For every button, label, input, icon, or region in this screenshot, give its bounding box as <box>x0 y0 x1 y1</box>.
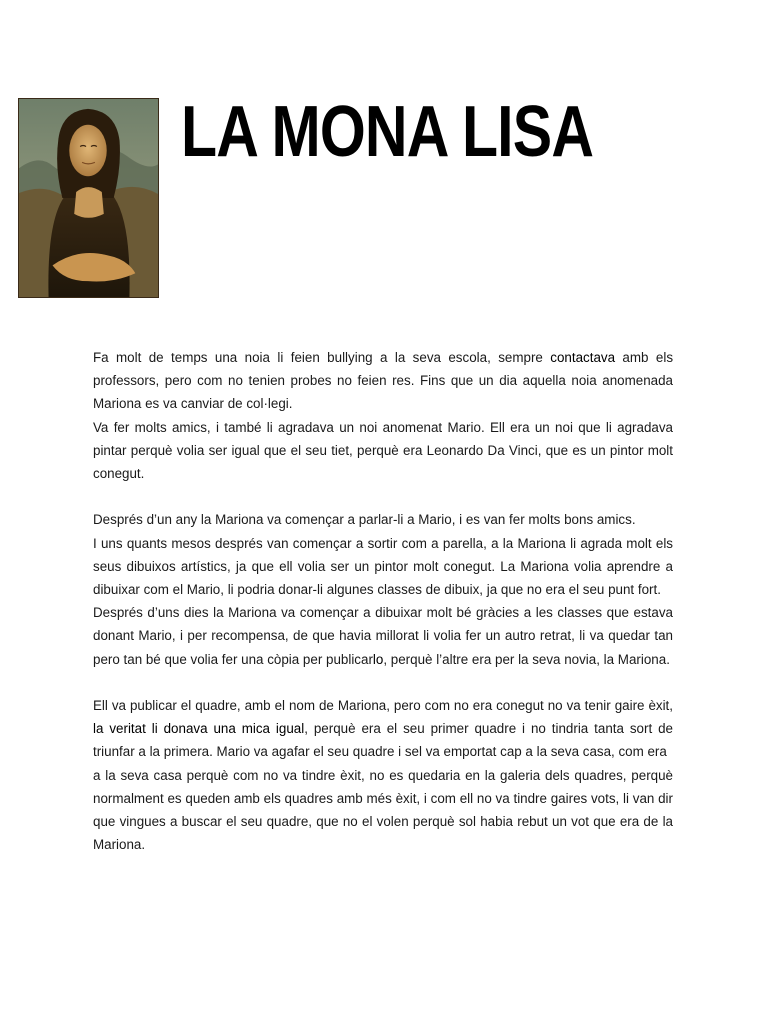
paragraph-text: a la seva casa perquè com no va tindre èxit, no es quedaria en la galeria dels quadres, perquè normalment es queden amb els quadres amb més èxit, i com ell no va tindre gaires vots, li van dir que vingues a buscar el seu quadre, que no el volen perquè sol habia rebut un vot que era de la Mariona. <box>93 767 673 853</box>
paragraph-text: Fa molt de temps una noia li feien bullying a la seva escola, sempre <box>93 350 551 365</box>
paragraph <box>93 601 673 671</box>
paragraph-text: , perquè era el seu primer quadre i no tindria tanta sort de triunfar a la primera. Mario va agafar el seu quadre i sel va emportat cap a la seva casa, com era <box>93 721 674 760</box>
paragraph <box>93 346 673 416</box>
paragraph <box>93 764 673 857</box>
emphasis-text: lo <box>372 651 384 667</box>
mona-lisa-painting <box>18 98 159 298</box>
paragraph <box>93 508 673 531</box>
paragraph <box>93 416 673 486</box>
paragraph-spacer <box>93 485 673 508</box>
emphasis-text: contactava <box>550 350 616 365</box>
paragraph-text: I uns quants mesos després van començar a sortir com a parella, a la Mariona li agrada molt els seus dibuixos artístics, ja que ell volia ser un pintor molt conegut. La Mariona volia aprendre a dibuixar com el Mario, li podria donar-li algunes classes de dibuix, ja que no era el seu punt fort. <box>93 535 673 598</box>
paragraph <box>93 694 673 764</box>
emphasis-text: la veritat li donava una mica igual <box>93 721 305 737</box>
mona-lisa-icon <box>19 99 158 297</box>
paragraph-text: Després d’un any la Mariona va començar a parlar-li a Mario, i es van fer molts bons amics. <box>93 512 636 528</box>
paragraph <box>93 532 673 602</box>
page-title: LA MONA LISA <box>181 92 594 172</box>
document-body <box>93 346 673 856</box>
paragraph-spacer <box>93 671 673 694</box>
paragraph-text: amb els professors, pero com no tenien probes no feien res. Fins que un dia aquella noia anomenada Mariona es va canviar de col·legi. <box>93 350 674 412</box>
paragraph-text: , perquè l’altre era per la seva novia, la Mariona. <box>383 651 670 667</box>
paragraph-text: Ell va publicar el quadre, amb el nom de Mariona, pero com no era conegut no va tenir gaire èxit, <box>93 698 673 714</box>
paragraph-text: Després d’uns dies la Mariona va començar a dibuixar molt bé gràcies a les classes que estava donant Mario, i per recompensa, de que havia millorat li volia fer un autro retrat, li va quedar tan pero tan bé que volia fer una còpia per publicar <box>93 605 673 667</box>
paragraph-text: Va fer molts amics, i també li agradava un noi anomenat Mario. Ell era un noi que li agradava pintar perquè volia ser igual que el seu tiet, perquè era Leonardo Da Vinci, que es un pintor molt conegut. <box>93 419 673 482</box>
